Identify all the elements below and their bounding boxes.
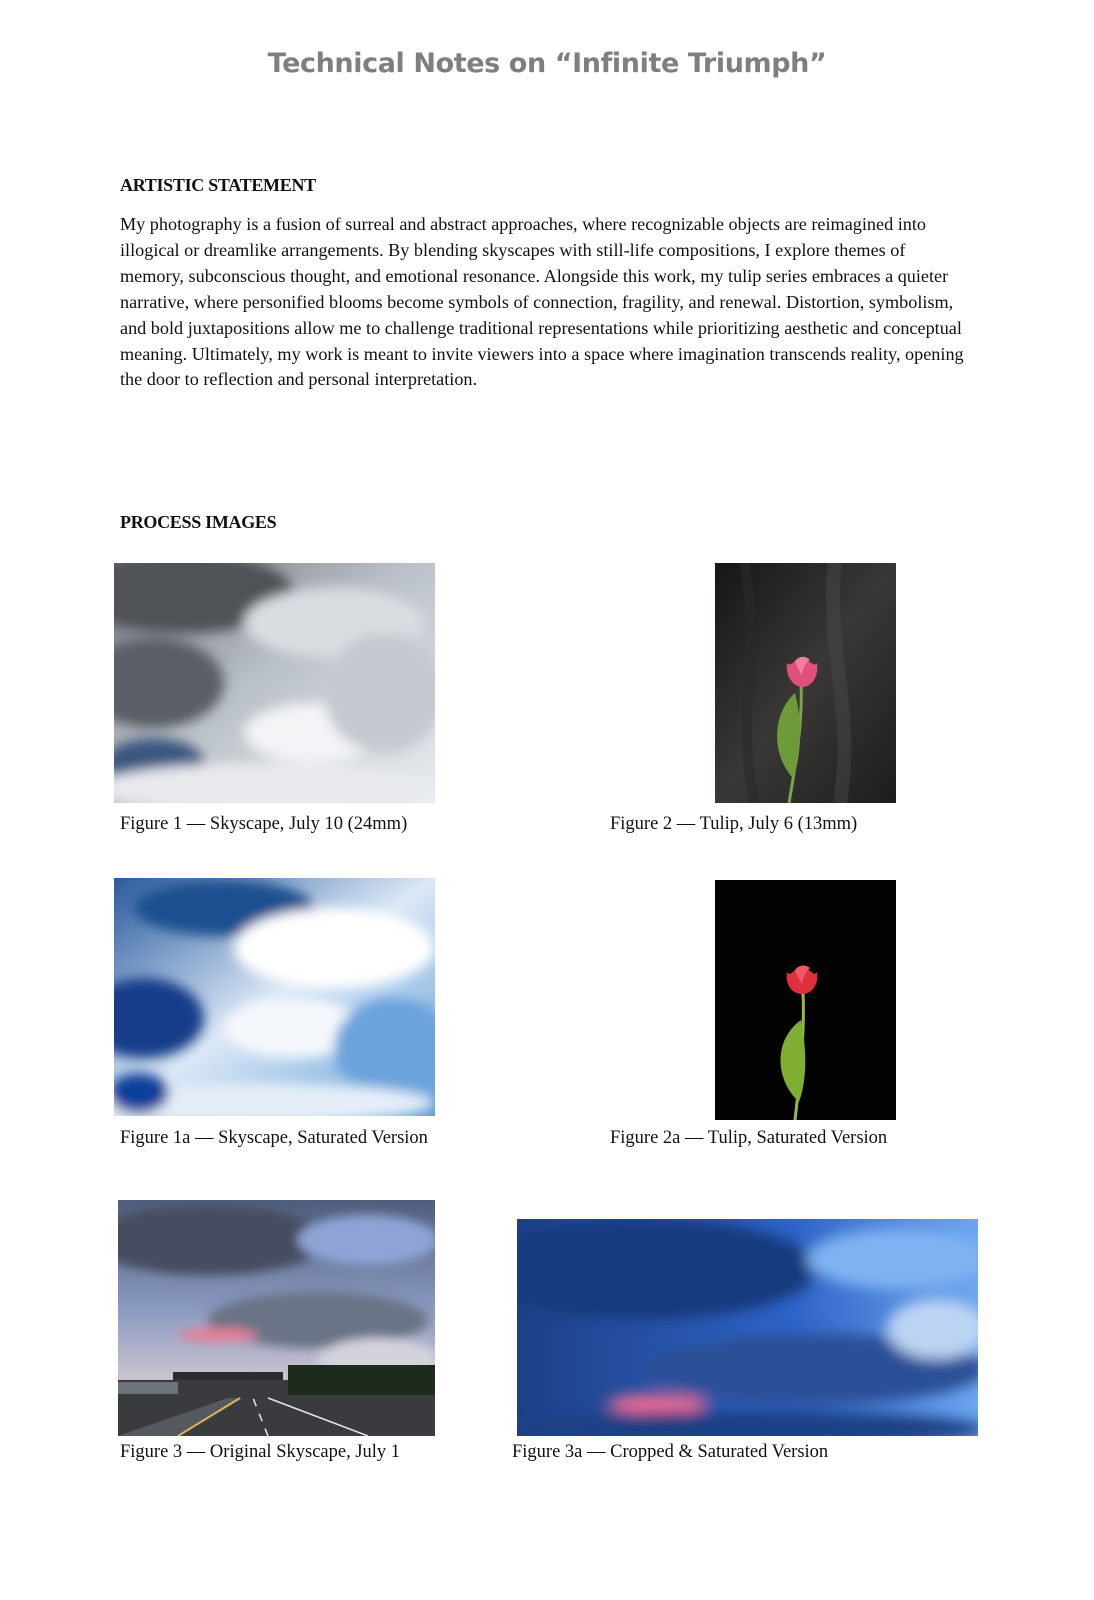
figure-1-skyscape-photo [114, 563, 435, 803]
figure-2a-tulip-saturated-photo [715, 880, 896, 1120]
figure-1a-skyscape-saturated-photo [114, 878, 435, 1116]
figure-2-caption: Figure 2 — Tulip, July 6 (13mm) [610, 814, 858, 834]
figure-1-caption: Figure 1 — Skyscape, July 10 (24mm) [120, 814, 408, 834]
document-title: Technical Notes on “Infinite Triumph” [267, 48, 827, 79]
figure-3-original-skyscape-photo [118, 1200, 435, 1436]
artistic-statement-body: My photography is a fusion of surreal and abstract approaches, where recognizable objects are reimagined into illogical or dreamlike arrangements. By blending skyscapes with still-life compositions, I explore themes of memory, subconscious thought, and emotional resonance. Alongside this work, my tulip series embraces a quieter narrative, where personified blooms become symbols of connection, fragility, and renewal. Distortion, symbolism, and bold juxtapositions allow me to challenge traditional representations while prioritizing aesthetic and conceptual meaning. Ultimately, my work is meant to invite viewers into a space where imagination transcends reality, opening the door to reflection and personal interpretation. [120, 214, 964, 390]
artistic-statement-heading: ARTISTIC STATEMENT [120, 175, 316, 195]
figure-3a-cropped-saturated-photo [517, 1219, 978, 1436]
figure-3a-caption: Figure 3a — Cropped & Saturated Version [512, 1442, 829, 1462]
process-images-heading: PROCESS IMAGES [120, 512, 277, 532]
figure-2a-caption: Figure 2a — Tulip, Saturated Version [610, 1128, 888, 1148]
figure-2-tulip-photo [715, 563, 896, 803]
figure-1a-caption: Figure 1a — Skyscape, Saturated Version [120, 1128, 428, 1148]
figure-3-caption: Figure 3 — Original Skyscape, July 1 [120, 1442, 401, 1462]
